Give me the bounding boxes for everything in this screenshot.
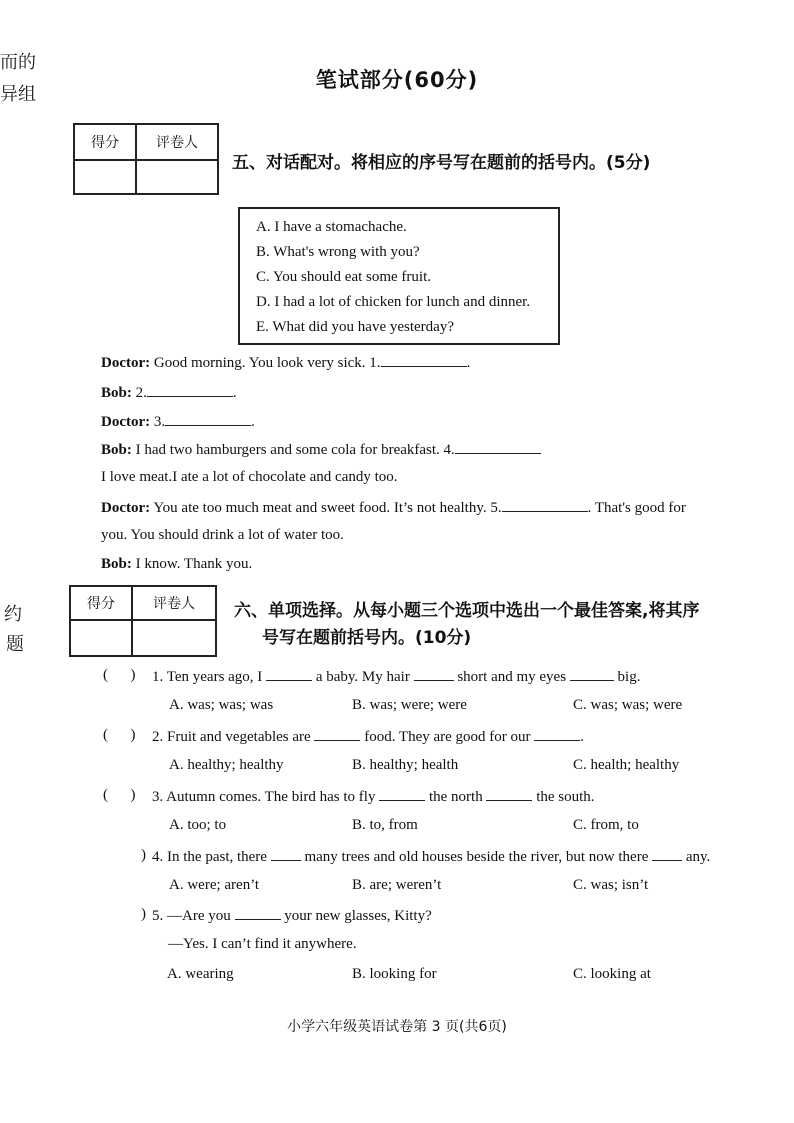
- line-text: I had two hamburgers and some cola for breakfast. 4.: [131, 442, 455, 458]
- q-text: many trees and old houses beside the river, but now there: [300, 849, 653, 865]
- q-text: 1. Ten years ago, I: [152, 669, 267, 685]
- margin-text-2: 异组: [0, 84, 36, 105]
- line-text: I know. Thank you.: [131, 556, 253, 572]
- speaker: Bob:: [101, 385, 132, 401]
- q4-choice-a: A. were; aren’t: [169, 877, 260, 893]
- answer-blank-3[interactable]: [165, 412, 251, 426]
- q3-choice-c: C. from, to: [573, 817, 639, 833]
- line-text: you. You should drink a lot of water too.: [101, 527, 344, 543]
- question-5-line2: —Yes. I can’t find it anywhere.: [168, 936, 357, 952]
- dialogue-line-4: [101, 440, 541, 459]
- page-title: 笔试部分(60分): [315, 68, 479, 92]
- option-b: B. What's wrong with you?: [256, 244, 420, 260]
- q-text: any.: [682, 849, 711, 865]
- line-text: Good morning. You look very sick. 1.: [150, 355, 381, 371]
- margin-text-3: 约: [4, 604, 22, 625]
- score-table-section5: [73, 123, 219, 195]
- q1-choice-a: A. was; was; was: [169, 697, 274, 713]
- options-box: [238, 207, 560, 345]
- q3-choice-a: A. too; to: [169, 817, 227, 833]
- question-4: [152, 847, 710, 866]
- dialogue-line-2: [101, 383, 237, 402]
- q-text: big.: [613, 669, 641, 685]
- margin-text-4: 题: [6, 634, 24, 655]
- option-c: C. You should eat some fruit.: [256, 269, 432, 285]
- q-text: the south.: [532, 789, 595, 805]
- answer-paren-4[interactable]: ): [141, 847, 146, 863]
- dialogue-line-7: [101, 527, 344, 544]
- speaker: Bob:: [101, 442, 132, 458]
- dialogue-line-3: [101, 412, 255, 431]
- answer-blank-2[interactable]: [147, 383, 233, 397]
- margin-text-1: 而的: [0, 52, 36, 73]
- section6-heading-line2: 号写在题前括号内。(10分): [262, 628, 472, 648]
- line-end: .: [466, 355, 471, 371]
- q-blank[interactable]: [235, 906, 281, 920]
- q-text: your new glasses, Kitty?: [280, 908, 432, 924]
- line-text: 2.: [131, 385, 147, 401]
- score-table-section6: [69, 585, 217, 657]
- q-text: food. They are good for our: [360, 729, 535, 745]
- q4-choice-c: C. was; isn’t: [573, 877, 649, 893]
- q2-choice-b: B. healthy; health: [352, 757, 459, 773]
- option-e: E. What did you have yesterday?: [256, 319, 454, 335]
- score-cell: [70, 620, 132, 656]
- dialogue-line-5: [101, 469, 398, 486]
- grader-cell: [132, 620, 216, 656]
- dialogue-line-6: [101, 498, 686, 517]
- q-text: 5. —Are you: [152, 908, 235, 924]
- page-footer: 小学六年级英语试卷第 3 页(共6页): [287, 1019, 507, 1035]
- q-text: short and my eyes: [453, 669, 570, 685]
- grader-label: 评卷人: [132, 586, 216, 620]
- dialogue-line-1: [101, 353, 470, 372]
- q3-choice-b: B. to, from: [352, 817, 418, 833]
- speaker: Doctor:: [101, 355, 151, 371]
- q5-choice-c: C. looking at: [573, 966, 651, 982]
- q-blank[interactable]: [534, 727, 580, 741]
- line-text: I love meat.I ate a lot of chocolate and candy too.: [101, 469, 398, 485]
- q-text: 2. Fruit and vegetables are: [152, 729, 315, 745]
- q-text: 4. In the past, there: [152, 849, 271, 865]
- line-text: You ate too much meat and sweet food. It’s not healthy. 5.: [150, 500, 502, 516]
- section6-heading-line1: 六、单项选择。从每小题三个选项中选出一个最佳答案,将其序: [234, 601, 700, 621]
- answer-paren-1[interactable]: ( ): [103, 667, 136, 683]
- speaker: Bob:: [101, 556, 132, 572]
- speaker: Doctor:: [101, 414, 151, 430]
- q1-choice-b: B. was; were; were: [352, 697, 467, 713]
- answer-blank-5[interactable]: [502, 498, 588, 512]
- line-end: . That's good for: [587, 500, 686, 516]
- answer-paren-3[interactable]: ( ): [103, 787, 136, 803]
- q-text: 3. Autumn comes. The bird has to fly: [152, 789, 380, 805]
- grader-label: 评卷人: [136, 124, 218, 160]
- question-3: [152, 787, 595, 806]
- q-blank[interactable]: [266, 667, 312, 681]
- q-blank[interactable]: [414, 667, 454, 681]
- answer-blank-1[interactable]: [381, 353, 467, 367]
- answer-blank-4[interactable]: [455, 440, 541, 454]
- q-text: a baby. My hair: [312, 669, 414, 685]
- question-2: [152, 727, 584, 746]
- q-text: the north: [425, 789, 487, 805]
- score-label: 得分: [74, 124, 136, 160]
- speaker: Doctor:: [101, 500, 151, 516]
- option-d: D. I had a lot of chicken for lunch and dinner.: [256, 294, 531, 310]
- line-end: .: [232, 385, 237, 401]
- q-blank[interactable]: [271, 847, 301, 861]
- score-cell: [74, 160, 136, 194]
- score-label: 得分: [70, 586, 132, 620]
- option-a: A. I have a stomachache.: [256, 219, 407, 235]
- q-blank[interactable]: [486, 787, 532, 801]
- q2-choice-c: C. health; healthy: [573, 757, 680, 773]
- line-text: 3.: [150, 414, 166, 430]
- q4-choice-b: B. are; weren’t: [352, 877, 442, 893]
- q-blank[interactable]: [570, 667, 614, 681]
- question-5: [152, 906, 432, 925]
- q2-choice-a: A. healthy; healthy: [169, 757, 284, 773]
- question-1: [152, 667, 640, 686]
- answer-paren-5[interactable]: ): [141, 906, 146, 922]
- q1-choice-c: C. was; was; were: [573, 697, 683, 713]
- q-text: .: [580, 729, 585, 745]
- q5-choice-b: B. looking for: [352, 966, 437, 982]
- q-blank[interactable]: [652, 847, 682, 861]
- q5-choice-a: A. wearing: [167, 966, 234, 982]
- q-blank[interactable]: [379, 787, 425, 801]
- answer-paren-2[interactable]: ( ): [103, 727, 136, 743]
- dialogue-line-8: [101, 556, 252, 573]
- line-end: .: [251, 414, 255, 430]
- grader-cell: [136, 160, 218, 194]
- q-blank[interactable]: [314, 727, 360, 741]
- section5-heading: 五、对话配对。将相应的序号写在题前的括号内。(5分): [232, 153, 651, 173]
